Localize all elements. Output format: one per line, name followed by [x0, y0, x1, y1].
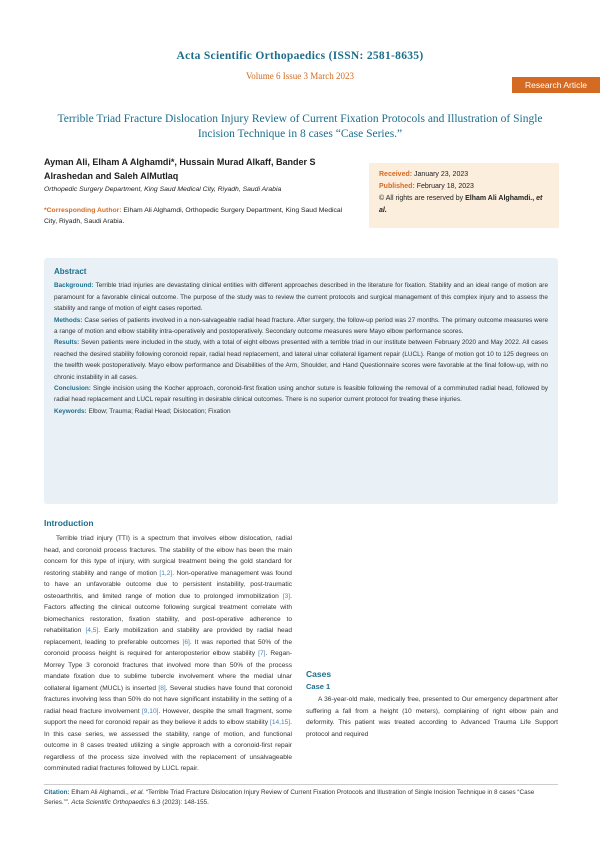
citation-etal: et al. [130, 789, 145, 796]
case1-heading: Case 1 [306, 682, 331, 691]
ref-link[interactable]: [14,15] [269, 719, 291, 726]
article-type-badge: Research Article [512, 77, 600, 93]
ref-link[interactable]: [4,5] [85, 627, 99, 634]
corresponding-label: *Corresponding Author: [44, 207, 122, 214]
abstract-heading: Abstract [54, 267, 87, 276]
article-title: Terrible Triad Fracture Dislocation Injury Review of Current Fixation Protocols and Illustration of Single Incision Technique in 8 cases “Case Series.” [57, 113, 543, 140]
rights-prefix: © All rights are reserved by [379, 195, 464, 202]
citation-journal: Acta Scientific Orthopaedics [71, 799, 151, 806]
received-label: Received: [379, 171, 413, 178]
cases-heading: Cases [306, 669, 332, 679]
footer-divider [44, 784, 558, 785]
ref-link[interactable]: [9,10] [141, 707, 159, 715]
rights-author: Elham Ali Alghamdi., [465, 195, 535, 202]
published-value: February 18, 2023 [416, 183, 474, 190]
citation-author: Elham Ali Alghamdi., [71, 789, 129, 796]
published-date [379, 181, 549, 193]
citation-volume: 6.3 (2023): 148-155. [151, 799, 209, 806]
rights-line [379, 193, 549, 217]
rights-etal: et al. [379, 195, 543, 214]
received-date [379, 169, 549, 181]
abstract-methods: Methods: Case series of patients involved in a non-salvageable radial head fracture. After surgery, the follow-up period was 27 months. The primary outcome measures were a range of motion and elbow stability intra-operatively and postoperatively. Secondary outcome measures were Mayo elbow performance scores. [54, 316, 548, 336]
dates-box [369, 163, 559, 228]
journal-title: Acta Scientific Orthopaedics (ISSN: 2581-8635) [176, 50, 424, 62]
citation-label: Citation: [44, 789, 70, 796]
author-list: Ayman Ali, Elham A Alghamdi*, Hussain Murad Alkaff, Bander S Alrashedan and Saleh AlMutlaq [44, 157, 316, 181]
issue-info: Volume 6 Issue 3 March 2023 [245, 71, 355, 81]
ref-link[interactable]: [6] [182, 638, 190, 646]
case1-text: A 36-year-old male, medically free, presented to Our emergency department after suffering a fall from a height (10 meters), complaining of right elbow pain and deformity. This patient was treated according to Advanced Trauma Life Support protocol and required [306, 696, 558, 738]
abstract-box [44, 258, 558, 504]
ref-link[interactable]: [7] [258, 650, 266, 657]
citation [44, 788, 558, 808]
introduction-column-left [44, 533, 292, 779]
affiliation: Orthopedic Surgery Department, King Saud Medical City, Riyadh, Saudi Arabia [44, 186, 282, 193]
abstract-keywords: Keywords: Elbow; Trauma; Radial Head; Dislocation; Fixation [54, 407, 231, 415]
abstract-conclusion: Conclusion: Single incision using the Kocher approach, coronoid-first fixation using anchor suture is feasible following the removal of a comminuted radial head, followed by radial head replacement and LUCL repair resulting in desirable clinical outcomes. There is no superior current protocol for treating these injuries. [54, 385, 549, 404]
published-label: Published: [379, 183, 415, 190]
introduction-heading: Introduction [44, 518, 94, 528]
ref-link[interactable]: [3] [282, 592, 291, 600]
abstract-background: Background: Terrible triad injuries are devastating clinical entities with different approaches described in the literature for fixation. Stability and an ideal range of motion are paramount for a favorable clinical outcome. The purpose of the study was to review the current protocols and surgical management of this complex injury and to assess the stability and range of motion of eight cases reported. [54, 282, 548, 313]
ref-link[interactable]: [8] [158, 684, 166, 692]
received-value: January 23, 2023 [414, 171, 469, 178]
citation-title: “Terrible Triad Fracture Dislocation Injury Review of Current Fixation Protocols and Illustration of Single Incision Technique in 8 cases “Case Series.””. [44, 789, 535, 806]
introduction-text: Terrible triad injury (TTI) is a spectrum that involves elbow dislocation, radial head, and coronoid process fractures. The stability of the elbow has been the main concern for this type of injury, with surgical treatment being the gold standard for restoring stability and range of motion [1,2]. Non-operative management was found to have an unfavorable outcome due to persistent instability, post-traumatic osteoarthritis, and limited range of motion due to prolonged immobilization [3]. Factors affecting the clinical outcome following surgical treatment correlate with biomechanics restoration, fixation stability, and post-operative adherence to rehabilitation [4,5]. Early mobilization and stability are provided by radial head replacement, leading to preferable outcomes [6]. It was reported that 50% of the coronoid process height is required for anteroposterior elbow stability [7]. Regan-Morrey Type 3 coronoid fractures that involved more than 50% of the process mandate fixation due to sublime tubercle involvement where the medial ulnar collateral ligament (MUCL) is inserted [8]. Several studies have found that coronoid fractures involving less than 50% do not have significant instability in the setting of a radial head fracture involvement [9,10]. However, despite the small fragment, some support the need for coronoid repair as they believe it adds to elbow stability [14,15]. In this case series, we assessed the stability, range of motion, and functional outcome in 8 cases treated utilizing a single approach with a coronoid-first repair regardless of the process size involved with the replacement of unsalvageable comminuted radial fractures followed by LUCL repair. [44, 535, 292, 772]
abstract-results: Results: Seven patients were included in the study, with a total of eight elbows presented with a terrible triad in our institute between February 2020 and May 2022. All cases reached the desired stability following coronoid repair, radial head replacement, and lateral ulnar collateral ligament repair (LUCL). Range of motion got 10 to 125 degrees on the twelfth week postoperatively. Mayo elbow performance and Disabilities of the Arm, Shoulder, and Hand Questionnaire scores were favorable at the final follow-up, with no chronic instability in all cases. [54, 339, 548, 381]
corresponding-author [44, 205, 344, 227]
corresponding-text: Elham Ali Alghamdi, Orthopedic Surgery Department, King Saud Medical City, Riyadh, Saudi Arabia. [44, 207, 343, 225]
ref-link[interactable]: [1,2] [159, 569, 173, 577]
